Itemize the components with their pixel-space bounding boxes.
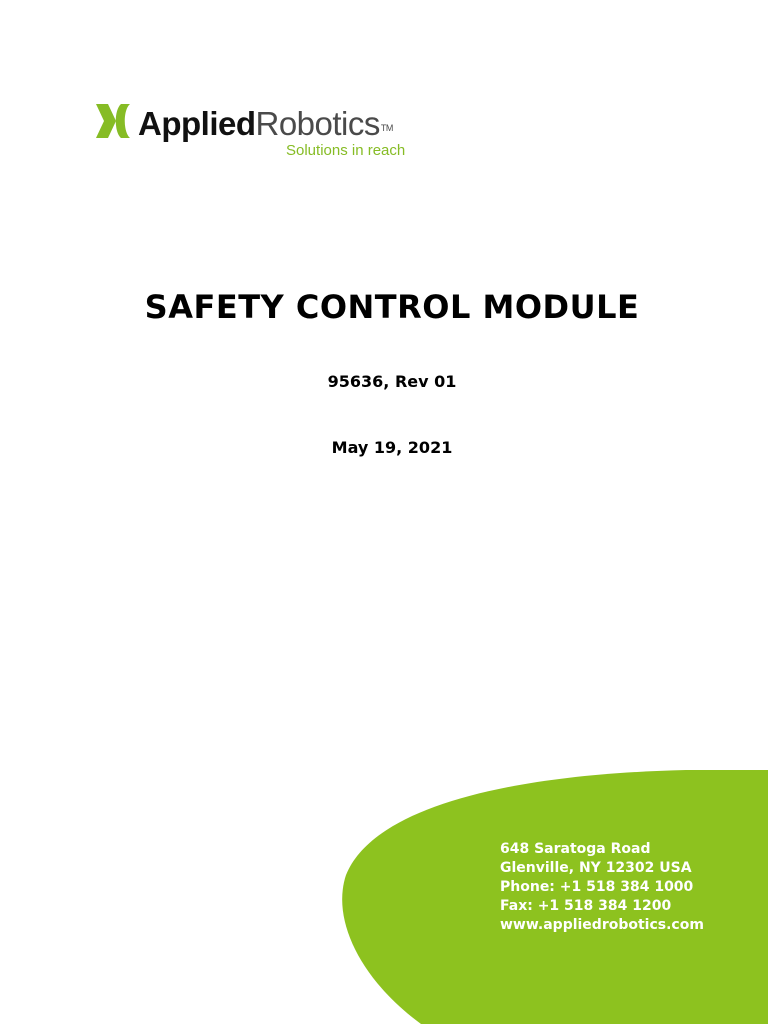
company-logo — [94, 100, 414, 162]
logo-wordmark-robotics: Robotics — [255, 105, 380, 142]
contact-block — [500, 840, 704, 935]
document-title: SAFETY CONTROL MODULE — [144, 288, 640, 326]
contact-street: 648 Saratoga Road — [500, 841, 651, 857]
logo-tagline: Solutions in reach — [286, 142, 406, 159]
contact-phone: Phone: +1 518 384 1000 — [500, 879, 694, 895]
contact-website: www.appliedrobotics.com — [500, 917, 704, 933]
logo-wordmark — [138, 104, 393, 144]
document-number-revision: 95636, Rev 01 — [327, 372, 457, 391]
applied-robotics-mark-icon — [94, 100, 134, 148]
logo-trademark: TM — [380, 123, 393, 133]
contact-fax: Fax: +1 518 384 1200 — [500, 898, 672, 914]
contact-city: Glenville, NY 12302 USA — [500, 860, 692, 876]
logo-wordmark-applied: Applied — [138, 105, 256, 142]
document-date: May 19, 2021 — [331, 438, 453, 457]
